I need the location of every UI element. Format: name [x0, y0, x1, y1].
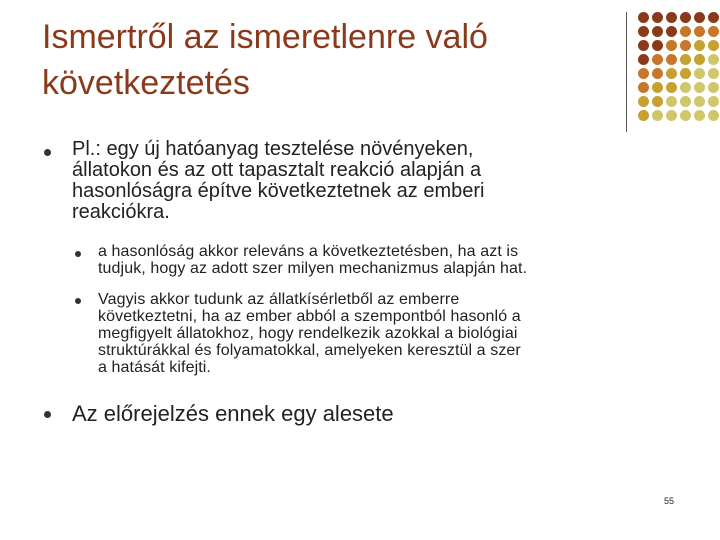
decorative-dot	[652, 110, 663, 121]
decorative-dot	[708, 110, 719, 121]
decorative-dot	[708, 26, 719, 37]
decorative-dot	[666, 26, 677, 37]
text-line: struktúrákkal és folyamatokkal, amelyeken keresztül a szer	[98, 342, 521, 359]
page-number: 55	[664, 496, 675, 506]
decorative-dot	[694, 40, 705, 51]
decorative-dot	[680, 40, 691, 51]
decorative-dot	[638, 40, 649, 51]
text-line: megfigyelt állatokhoz, hogy rendelkezik azokkal a biológiai	[98, 325, 518, 342]
text-line: tudjuk, hogy az adott szer milyen mechanizmus alapján hat.	[98, 260, 528, 277]
slide-title	[42, 14, 602, 106]
decorative-dot	[652, 82, 663, 93]
text-line: reakciókra.	[72, 201, 170, 223]
decorative-dot	[680, 12, 691, 23]
text-line: Vagyis akkor tudunk az állatkísérletből az emberre	[98, 291, 460, 308]
sub-bullet-text	[98, 243, 688, 277]
decorative-dot	[638, 82, 649, 93]
title-line-1: Ismertről az ismeretlenre való	[42, 18, 488, 56]
decorative-dot	[708, 96, 719, 107]
decorative-dot	[652, 40, 663, 51]
decorative-dot	[666, 110, 677, 121]
decorative-dot	[708, 54, 719, 65]
decorative-dot	[652, 68, 663, 79]
decorative-dot	[666, 96, 677, 107]
text-line: hasonlóságra építve következtetnek az emberi	[72, 180, 485, 202]
decorative-dot	[638, 68, 649, 79]
text-line: Az előrejelzés ennek egy alesete	[72, 401, 394, 426]
decorative-dot	[638, 26, 649, 37]
decorative-dot	[694, 26, 705, 37]
decorative-dot	[638, 96, 649, 107]
decorative-dot	[680, 54, 691, 65]
text-line: Pl.: egy új hatóanyag tesztelése növényeken,	[72, 138, 474, 160]
sub-bullet-icon	[75, 251, 81, 257]
decorative-dot	[694, 110, 705, 121]
decorative-dot	[638, 54, 649, 65]
decorative-dot	[638, 110, 649, 121]
decorative-dot	[652, 12, 663, 23]
decorative-dot	[652, 26, 663, 37]
decorative-dot	[694, 54, 705, 65]
vertical-divider	[626, 12, 627, 132]
decorative-dot	[680, 26, 691, 37]
text-line: a hatását kifejti.	[98, 359, 211, 376]
decorative-dot	[694, 82, 705, 93]
decorative-dot	[680, 68, 691, 79]
decorative-dot	[680, 96, 691, 107]
decorative-dot	[694, 68, 705, 79]
decorative-dot	[694, 96, 705, 107]
decorative-dot	[680, 110, 691, 121]
decorative-dot	[652, 54, 663, 65]
sub-bullet-icon	[75, 298, 81, 304]
decorative-dot	[652, 96, 663, 107]
text-line: a hasonlóság akkor releváns a következtetésben, ha azt is	[98, 243, 519, 260]
decorative-dot	[638, 12, 649, 23]
decorative-dot	[708, 68, 719, 79]
decorative-dot	[666, 54, 677, 65]
bullet-icon	[44, 149, 51, 156]
decorative-dot	[666, 68, 677, 79]
decorative-dot	[666, 40, 677, 51]
text-line: következtetni, ha az ember abból a szempontból hasonló a	[98, 308, 521, 325]
decorative-dot	[666, 82, 677, 93]
decorative-dot	[708, 40, 719, 51]
decorative-dot	[708, 82, 719, 93]
bullet-icon	[44, 411, 51, 418]
decorative-dot	[708, 12, 719, 23]
bullet-text	[72, 139, 632, 223]
bullet-text	[72, 402, 632, 426]
title-line-2: következtetés	[42, 64, 250, 102]
text-line: állatokon és az ott tapasztalt reakció alapján a	[72, 159, 482, 181]
decorative-dot	[694, 12, 705, 23]
sub-bullet-text	[98, 291, 688, 376]
decorative-dot	[666, 12, 677, 23]
decorative-dot	[680, 82, 691, 93]
